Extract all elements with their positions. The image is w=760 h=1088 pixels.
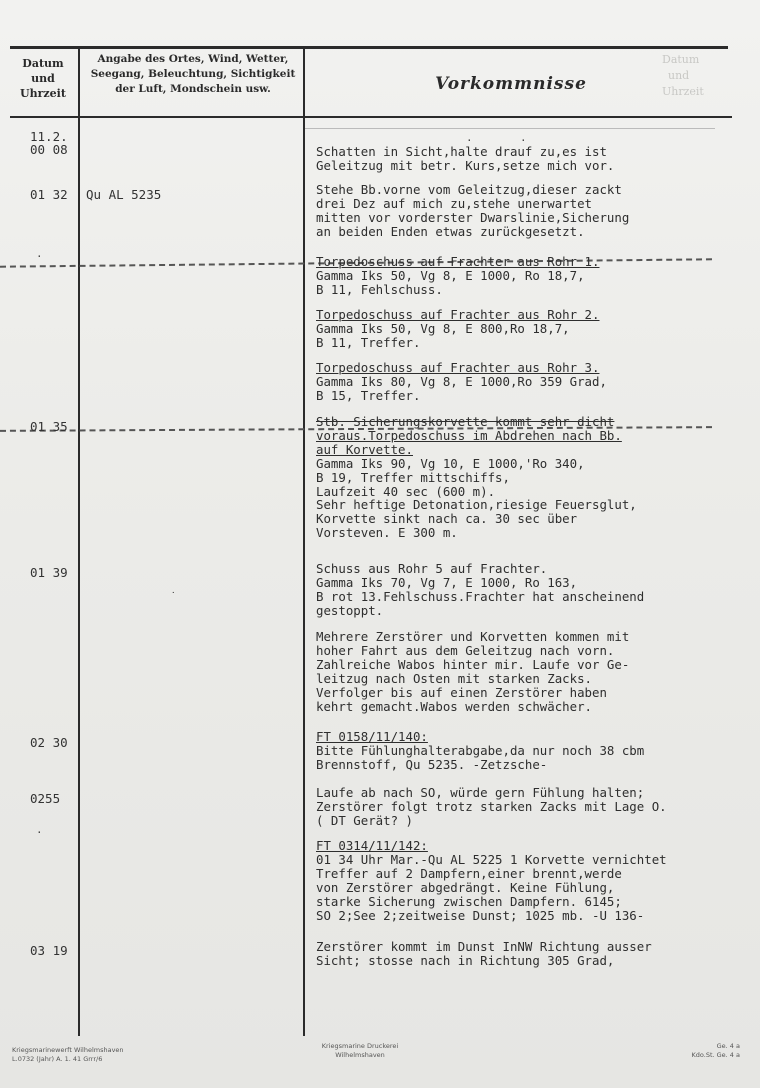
- entry-line: Stb. Sicherungskorvette kommt sehr dicht: [316, 414, 615, 429]
- entry-line: Gamma Iks 80, Vg 8, E 1000,Ro 359 Grad,: [316, 373, 607, 389]
- timestamp: 03 19: [30, 943, 68, 958]
- footer-line: Kdo.St. Ge. 4 a: [691, 1051, 740, 1059]
- footer-line: L.0732 (Jahr) A. 1. 41 Grrr/6: [12, 1055, 103, 1063]
- entry-title: Torpedoschuss auf Frachter aus Rohr 3.: [316, 360, 600, 375]
- margin-mark: ·: [36, 250, 43, 263]
- timestamp: 0255: [30, 791, 61, 806]
- footer-line: Kriegsmarine Druckerei: [321, 1042, 399, 1050]
- entry-title: Torpedoschuss auf Frachter aus Rohr 2.: [316, 307, 600, 322]
- log-entry: [316, 255, 760, 297]
- entry-line: B rot 13.Fehlschuss.Frachter hat anscheinend: [316, 588, 645, 604]
- entry-line: Gamma Iks 90, Vg 10, E 1000,'Ro 340,: [316, 455, 585, 471]
- log-entry: [316, 940, 760, 968]
- entry-title: FT 0314/11/142:: [316, 838, 428, 853]
- log-entry: [316, 308, 760, 350]
- entry-line: Sicht; stosse nach in Richtung 305 Grad,: [316, 952, 615, 968]
- entry-line: Mehrere Zerstörer und Korvetten kommen mit: [316, 629, 630, 644]
- header-line: Seegang, Beleuchtung, Sichtigkeit: [90, 68, 296, 80]
- entry-line: Sehr heftige Detonation,riesige Feuersglut,: [316, 497, 637, 513]
- footer-right: [670, 1042, 740, 1060]
- log-entry: [316, 786, 760, 828]
- entry-line: kehrt gemacht.Wabos werden schwächer.: [316, 698, 593, 714]
- entry-line: B 19, Treffer mittschiffs,: [316, 469, 510, 485]
- entry-line: an beiden Enden etwas zurückgesetzt.: [316, 223, 585, 239]
- timestamp: 11.2. 00 08: [30, 129, 68, 157]
- log-entry: [316, 183, 760, 239]
- entry-line: Schuss aus Rohr 5 auf Frachter.: [316, 561, 548, 576]
- entry-line: mitten vor vorderster Dwarslinie,Sicherung: [316, 209, 630, 225]
- header-line: Uhrzeit: [20, 87, 66, 100]
- date-column-header: [10, 56, 76, 101]
- entry-line: Brennstoff, Qu 5235. -Zetzsche-: [316, 756, 548, 772]
- entry-line: Zerstörer folgt trotz starken Zacks mit Lage O.: [316, 798, 667, 814]
- entry-line: drei Dez auf mich zu,stehe unerwartet: [316, 195, 593, 211]
- entry-line: Bitte Fühlunghalterabgabe,da nur noch 38 cbm: [316, 742, 645, 758]
- entry-line: Zahlreiche Wabos hinter mir. Laufe vor Ge-: [316, 656, 630, 672]
- entry-line: ( DT Gerät? ): [316, 812, 413, 828]
- entry-line: Laufzeit 40 sec (600 m).: [316, 483, 496, 499]
- entry-title: FT 0158/11/140:: [316, 729, 428, 744]
- margin-mark: ·: [520, 134, 527, 147]
- timestamp: 01 39: [30, 565, 68, 580]
- entry-line: hoher Fahrt aus dem Geleitzug nach vorn.: [316, 642, 615, 658]
- header-line: der Luft, Mondschein usw.: [115, 83, 271, 95]
- header-bottom-border: [10, 116, 732, 118]
- margin-mark: ·: [466, 134, 473, 147]
- entry-line: auf Korvette.: [316, 441, 413, 457]
- entry-line: Laufe ab nach SO, würde gern Fühlung halten;: [316, 785, 645, 800]
- entry-line: B 11, Treffer.: [316, 334, 421, 350]
- footer-line: Ge. 4 a: [716, 1042, 740, 1050]
- entry-line: Gamma Iks 50, Vg 8, E 800,Ro 18,7,: [316, 320, 570, 336]
- entry-line: Gamma Iks 70, Vg 7, E 1000, Ro 163,: [316, 574, 578, 590]
- log-entry: [316, 145, 760, 173]
- place-column-header: [82, 52, 304, 97]
- timestamp: 01 35: [30, 419, 68, 434]
- log-entry: [316, 562, 760, 618]
- events-column-header: Vorkommnisse: [435, 74, 587, 94]
- entry-line: Treffer auf 2 Dampfern,einer brennt,werde: [316, 865, 622, 881]
- entry-line: Schatten in Sicht,halte drauf zu,es ist: [316, 144, 607, 159]
- log-entry: [316, 630, 760, 713]
- timestamp: 02 30: [30, 735, 68, 750]
- entry-line: 01 34 Uhr Mar.-Qu AL 5225 1 Korvette vernichtet: [316, 851, 667, 867]
- entry-line: Vorsteven. E 300 m.: [316, 525, 458, 541]
- entry-line: SO 2;See 2;zeitweise Dunst; 1025 mb. -U 136-: [316, 907, 645, 923]
- entry-title: Torpedoschuss auf Frachter aus Rohr 1.: [316, 254, 600, 269]
- entry-line: gestoppt.: [316, 602, 384, 618]
- entry-line: von Zerstörer abgedrängt. Keine Fühlung,: [316, 879, 615, 895]
- log-entry: [316, 730, 760, 772]
- column-rule: [305, 128, 715, 129]
- date-column-divider: [78, 46, 80, 1036]
- position-entry: Qu AL 5235: [86, 187, 162, 202]
- footer-line: Kriegsmarinewerft Wilhelmshaven: [12, 1046, 124, 1054]
- log-entry: [316, 415, 760, 540]
- entry-line: leitzug nach Osten mit starken Zacks.: [316, 670, 593, 686]
- footer-left: [12, 1046, 124, 1064]
- margin-mark: ·: [36, 826, 43, 839]
- ghost-header-line: und: [668, 69, 690, 82]
- header-line: Datum: [22, 57, 64, 70]
- entry-line: voraus.Torpedoschuss im Abdrehen nach Bb.: [316, 427, 622, 443]
- entry-line: starke Sicherung zwischen Dampfern. 6145;: [316, 893, 622, 909]
- header-line: und: [31, 72, 55, 85]
- timestamp: 01 32: [30, 187, 68, 202]
- footer-line: Wilhelmshaven: [335, 1051, 385, 1059]
- place-column-divider: [303, 46, 305, 1036]
- entry-line: Verfolger bis auf einen Zerstörer haben: [316, 684, 607, 700]
- log-entry: [316, 839, 760, 922]
- margin-mark: ˙: [170, 590, 177, 603]
- header-line: Angabe des Ortes, Wind, Wetter,: [97, 53, 289, 65]
- footer-center: [310, 1042, 410, 1060]
- entry-line: Stehe Bb.vorne vom Geleitzug,dieser zackt: [316, 182, 622, 197]
- entry-line: B 15, Treffer.: [316, 387, 421, 403]
- ghost-header-line: Uhrzeit: [662, 85, 704, 98]
- top-border: [10, 46, 728, 49]
- entry-line: Geleitzug mit betr. Kurs,setze mich vor.: [316, 157, 615, 173]
- ghost-header-line: Datum: [662, 53, 700, 66]
- entry-line: Zerstörer kommt im Dunst InNW Richtung ausser: [316, 939, 652, 954]
- log-entry: [316, 361, 760, 403]
- entry-line: Gamma Iks 50, Vg 8, E 1000, Ro 18,7,: [316, 267, 585, 283]
- entry-line: B 11, Fehlschuss.: [316, 281, 443, 297]
- entry-line: Korvette sinkt nach ca. 30 sec über: [316, 511, 578, 527]
